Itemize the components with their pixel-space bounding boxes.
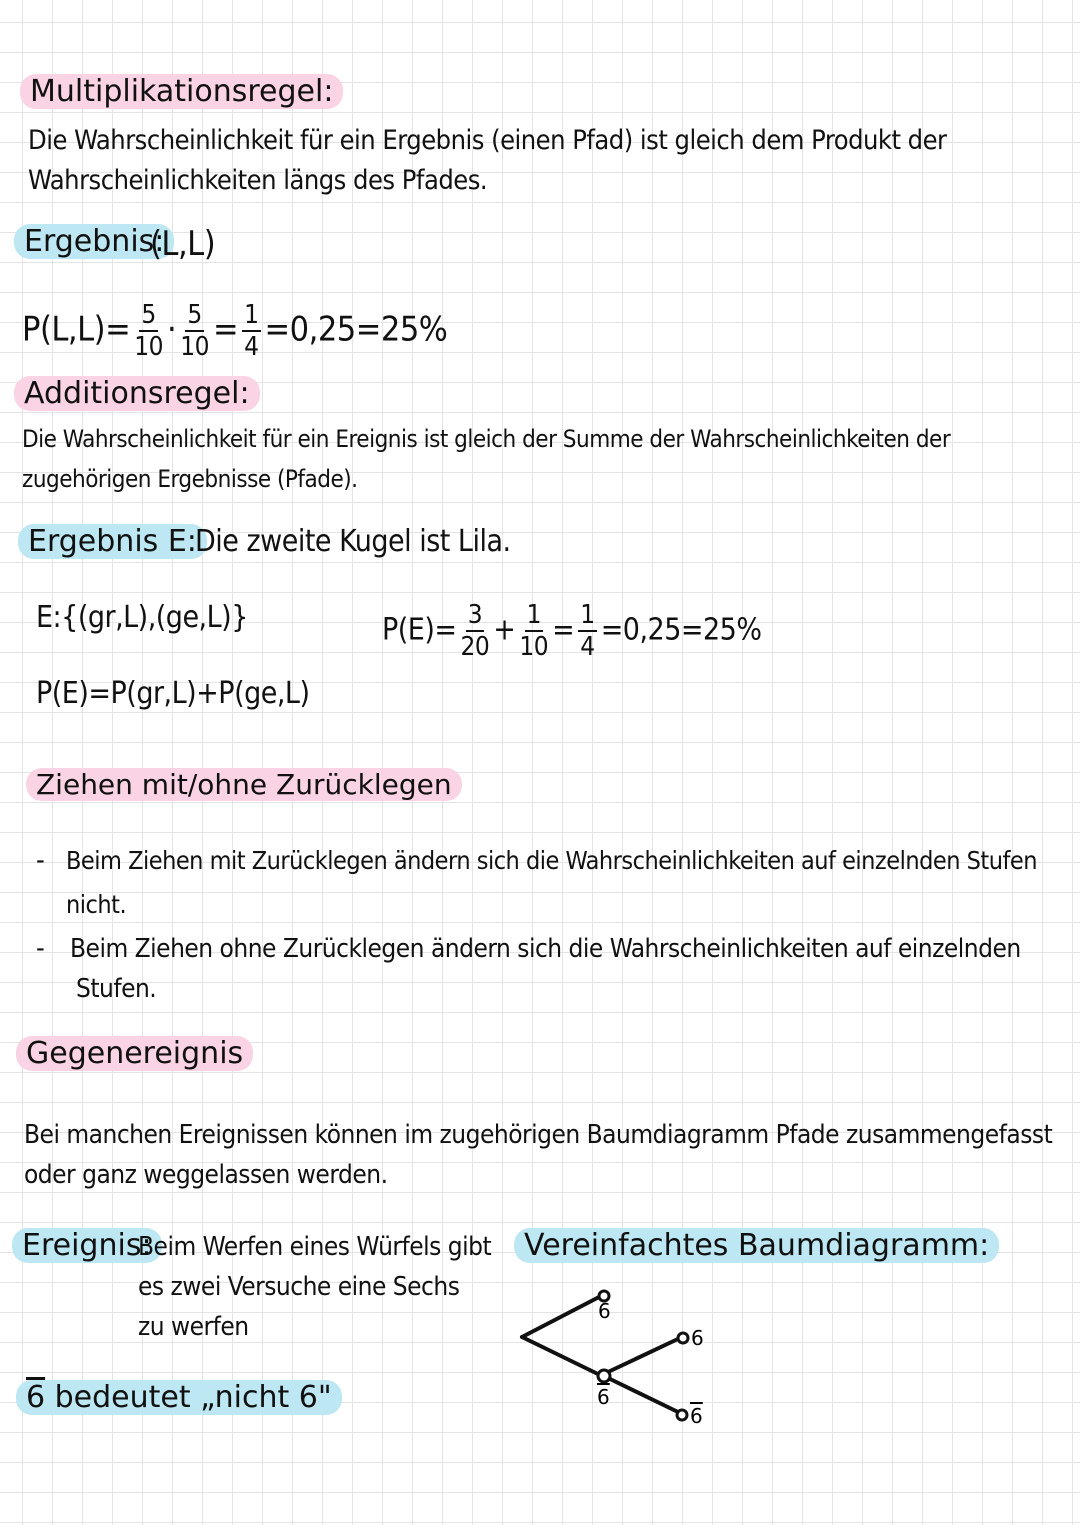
bullet-2-line-2: Stufen. bbox=[76, 974, 157, 1004]
event-label: Ereignis: bbox=[12, 1228, 162, 1263]
addition-text-2: zugehörigen Ergebnisse (Pfade). bbox=[22, 465, 358, 493]
branch bbox=[522, 1296, 601, 1337]
frac-den: 20 bbox=[460, 632, 490, 662]
event-line-1: Beim Werfen eines Würfels gibt bbox=[138, 1232, 492, 1262]
tree-node bbox=[598, 1370, 610, 1382]
not-six-note bbox=[16, 1380, 342, 1415]
frac-num: 3 bbox=[467, 600, 483, 630]
result-value: (L,L) bbox=[150, 224, 216, 264]
equals: = bbox=[552, 612, 575, 648]
complement-text-1: Bei manchen Ereignissen können im zugehörigen Baumdiagramm Pfade zusammengefasst bbox=[24, 1120, 1053, 1150]
formula-lhs: P(L,L)= bbox=[22, 309, 131, 350]
event-line-2: es zwei Versuche eine Sechs bbox=[138, 1272, 460, 1302]
heading-addition: Additionsregel: bbox=[14, 376, 260, 411]
frac-num: 1 bbox=[526, 600, 541, 630]
result-e-value: Die zweite Kugel ist Lila. bbox=[195, 524, 511, 559]
complement-text-2: oder ganz weggelassen werden. bbox=[24, 1160, 388, 1190]
not-six-text: bedeutet „nicht 6" bbox=[54, 1380, 332, 1415]
frac-den: 4 bbox=[580, 632, 595, 662]
branch bbox=[522, 1337, 602, 1376]
formula-pll bbox=[22, 300, 447, 362]
frac-den: 10 bbox=[519, 632, 549, 662]
plus: + bbox=[493, 612, 516, 648]
bullet-1-line-1: Beim Ziehen mit Zurücklegen ändern sich die Wahrscheinlichkeiten auf einzelnden Stufen bbox=[66, 846, 1037, 875]
bullet: - bbox=[36, 845, 45, 876]
event-line-3: zu werfen bbox=[138, 1312, 249, 1342]
frac-num: 5 bbox=[187, 300, 202, 330]
branch bbox=[608, 1338, 680, 1372]
dot: · bbox=[167, 309, 177, 350]
result-e-label: Ergebnis E: bbox=[18, 524, 207, 559]
tree-node bbox=[677, 1410, 687, 1420]
heading-complement: Gegenereignis bbox=[16, 1036, 253, 1071]
result-label-text: Ergebnis: bbox=[24, 224, 165, 259]
tree-diagram bbox=[500, 1280, 740, 1430]
frac-den: 10 bbox=[180, 332, 209, 362]
multiplication-text-2: Wahrscheinlichkeiten längs des Pfades. bbox=[28, 165, 488, 196]
branch bbox=[608, 1378, 678, 1412]
frac-num: 1 bbox=[580, 600, 595, 630]
frac-den: 4 bbox=[244, 332, 259, 362]
formula-rhs: =0,25=25% bbox=[264, 309, 448, 350]
event-set: E:{(gr,L),(ge,L)} bbox=[36, 600, 248, 635]
bullet: - bbox=[36, 933, 45, 964]
heading-multiplication: Multiplikationsregel: bbox=[20, 74, 343, 109]
heading-replacement: Ziehen mit/ohne Zurücklegen bbox=[26, 768, 462, 801]
tree-label-top: 6 bbox=[598, 1299, 611, 1323]
frac-num: 1 bbox=[244, 300, 259, 330]
formula-rhs: =0,25=25% bbox=[600, 612, 762, 648]
not-six-symbol: 6 bbox=[26, 1380, 46, 1415]
formula-pe bbox=[382, 600, 761, 662]
equals: = bbox=[212, 309, 239, 350]
tree-heading: Vereinfachtes Baumdiagramm: bbox=[514, 1228, 999, 1263]
bullet-1-line-2: nicht. bbox=[66, 890, 127, 919]
tree-label-mid: 6 bbox=[597, 1385, 610, 1409]
tree-label-right-top: 6 bbox=[691, 1326, 704, 1350]
addition-text-1: Die Wahrscheinlichkeit für ein Ereignis ist gleich der Summe der Wahrscheinlichkeiten der bbox=[22, 425, 951, 453]
tree-node bbox=[678, 1333, 688, 1343]
formula-lhs: P(E)= bbox=[382, 612, 457, 648]
frac-den: 10 bbox=[134, 332, 163, 362]
multiplication-text-1: Die Wahrscheinlichkeit für ein Ergebnis (einen Pfad) ist gleich dem Produkt der bbox=[28, 125, 947, 156]
bullet-2-line-1: Beim Ziehen ohne Zurücklegen ändern sich die Wahrscheinlichkeiten auf einzelnden bbox=[70, 934, 1021, 964]
event-sum: P(E)=P(gr,L)+P(ge,L) bbox=[36, 676, 310, 711]
tree-label-right-bottom: 6 bbox=[690, 1404, 703, 1428]
frac-num: 5 bbox=[141, 300, 156, 330]
